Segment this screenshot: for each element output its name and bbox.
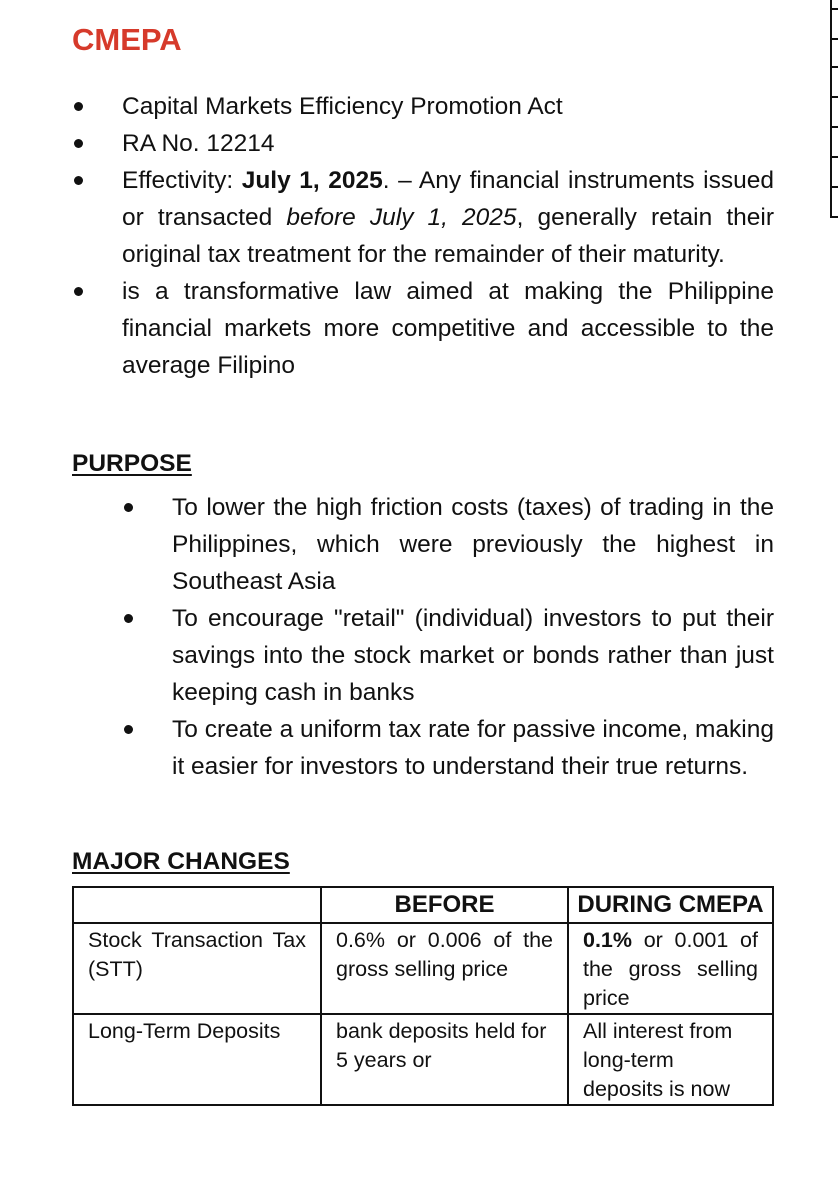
purpose-heading: PURPOSE bbox=[72, 450, 192, 477]
bullet-icon bbox=[74, 139, 83, 148]
row-label: Long-Term Deposits bbox=[73, 1014, 321, 1105]
effectivity-date: July 1, 2025 bbox=[241, 167, 383, 194]
table-header-empty bbox=[73, 887, 321, 923]
during-cell: 0.1% or 0.001 of the gross selling price bbox=[568, 923, 773, 1014]
list-item: To lower the high friction costs (taxes) of trading in the Philippines, which were previously the highest in Southeast Asia bbox=[172, 489, 774, 600]
before-cell: 0.6% or 0.006 of the gross selling price bbox=[321, 923, 568, 1014]
before-cell: bank deposits held for 5 years or bbox=[321, 1014, 568, 1105]
table-row bbox=[73, 923, 773, 1014]
during-cell: All interest from long-term deposits is now bbox=[568, 1014, 773, 1105]
list-item: To encourage "retail" (individual) investors to put their savings into the stock market or bonds rather than just keeping cash in banks bbox=[172, 600, 774, 711]
document-title: CMEPA bbox=[72, 22, 182, 57]
bullet-icon bbox=[74, 287, 83, 296]
major-changes-table bbox=[72, 886, 774, 1106]
list-item: RA No. 12214 bbox=[122, 125, 774, 162]
bullet-icon bbox=[124, 614, 133, 623]
row-label: Stock Transaction Tax (STT) bbox=[73, 923, 321, 1014]
table-header-row bbox=[73, 887, 773, 923]
bullet-icon bbox=[124, 725, 133, 734]
table-header-during: DURING CMEPA bbox=[568, 887, 773, 923]
intro-list bbox=[122, 88, 774, 384]
purpose-list bbox=[172, 489, 774, 785]
adjacent-page-table-edge bbox=[830, 0, 838, 220]
bullet-icon bbox=[74, 176, 83, 185]
list-item: Capital Markets Efficiency Promotion Act bbox=[122, 88, 774, 125]
list-item: To create a uniform tax rate for passive income, making it easier for investors to understand their true returns. bbox=[172, 711, 774, 785]
bullet-icon bbox=[74, 102, 83, 111]
list-item: Effectivity: July 1, 2025. – Any financial instruments issued or transacted before July 1, 2025, generally retain their original tax treatment for the remainder of their maturity. bbox=[122, 162, 774, 273]
major-changes-heading: MAJOR CHANGES bbox=[72, 848, 290, 875]
effectivity-label: Effectivity: bbox=[122, 167, 242, 194]
table-row bbox=[73, 1014, 773, 1105]
table-header-before: BEFORE bbox=[321, 887, 568, 923]
bullet-icon bbox=[124, 503, 133, 512]
list-item: is a transformative law aimed at making the Philippine financial markets more competitive and accessible to the average Filipino bbox=[122, 273, 774, 384]
